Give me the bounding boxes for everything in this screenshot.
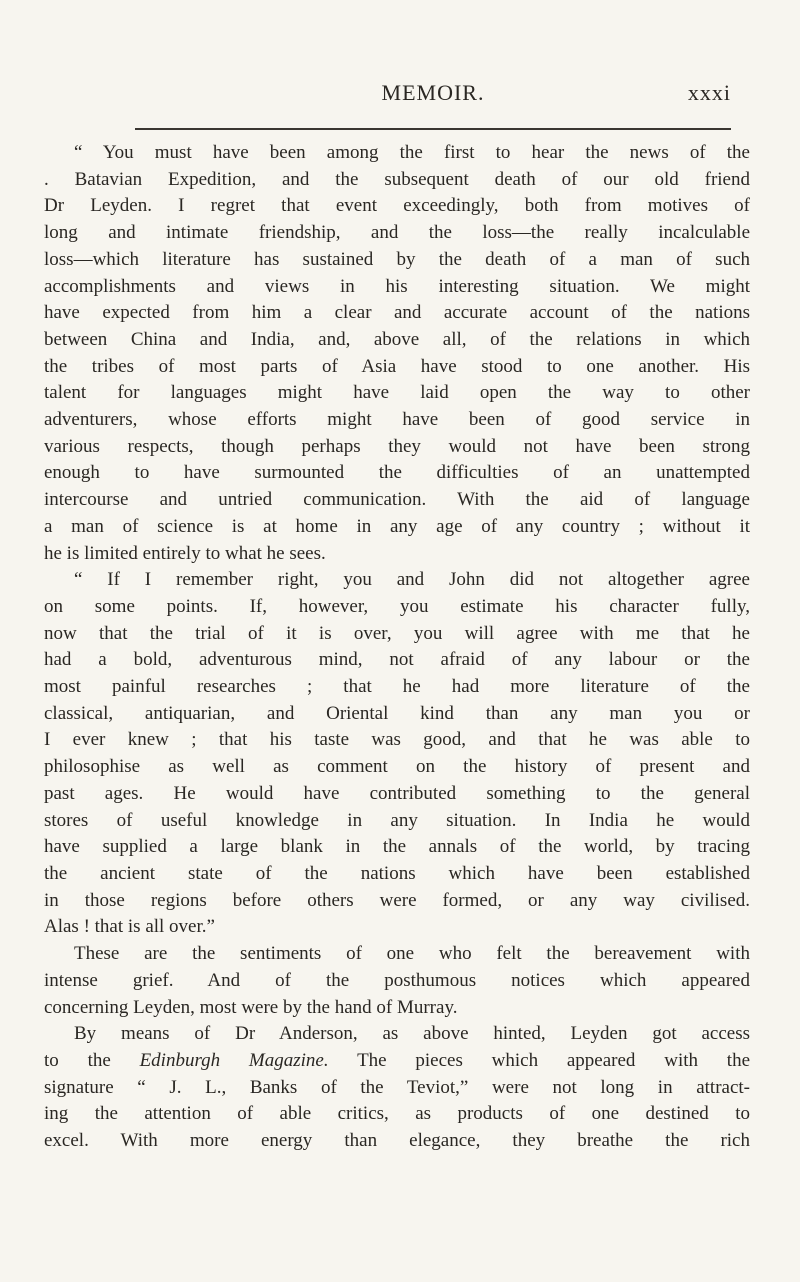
text-line (44, 1048, 750, 1075)
text-line: Alas ! that is all over.” (44, 916, 215, 938)
magazine-title: Edinburgh Magazine. (139, 1049, 329, 1071)
text-line: classical, antiquarian, and Oriental kind than any man you or (44, 702, 750, 724)
body-text (44, 140, 750, 1155)
text-line: on some points. If, however, you estimate his character fully, (44, 595, 750, 617)
header-rule (135, 128, 731, 130)
text-line: adventurers, whose efforts might have been of good service in (44, 409, 750, 431)
text-line: long and intimate friendship, and the loss—the really incalculable (44, 222, 750, 244)
text-line: signature “ J. L., Banks of the Teviot,” were not long in attract- (44, 1076, 750, 1098)
line-fragment: The pieces which appeared with the (357, 1049, 750, 1071)
text-line: “ You must have been among the first to hear the news of the (74, 142, 750, 163)
text-line: have expected from him a clear and accurate account of the nations (44, 302, 750, 324)
text-line: concerning Leyden, most were by the hand of Murray. (44, 996, 458, 1018)
text-line: had a bold, adventurous mind, not afraid of any labour or the (44, 649, 750, 671)
line-fragment: to the (44, 1049, 111, 1071)
text-line: These are the sentiments of one who felt the bereavement with (74, 943, 750, 965)
text-line: a man of science is at home in any age of any country ; without it (44, 515, 750, 537)
text-line: he is limited entirely to what he sees. (44, 542, 326, 564)
text-line: I ever knew ; that his taste was good, and that he was able to (44, 729, 750, 751)
text-line: excel. With more energy than elegance, they breathe the rich (44, 1130, 750, 1152)
text-line: loss—which literature has sustained by the death of a man of such (44, 248, 750, 270)
page-number: xxxi (687, 80, 731, 105)
text-line: ing the attention of able critics, as products of one destined to (44, 1103, 750, 1125)
text-line: the ancient state of the nations which have been established (44, 862, 750, 884)
running-head: MEMOIR. (381, 80, 485, 105)
text-line: intercourse and untried communication. With the aid of language (44, 489, 750, 511)
text-line: intense grief. And of the posthumous notices which appeared (44, 969, 750, 991)
text-line: talent for languages might have laid open the way to other (44, 382, 750, 404)
text-line: most painful researches ; that he had more literature of the (44, 676, 750, 698)
text-line: various respects, though perhaps they would not have been strong (44, 435, 750, 457)
text-line: Dr Leyden. I regret that event exceedingly, both from motives of (44, 195, 750, 217)
text-line: in those regions before others were formed, or any way civilised. (44, 889, 750, 911)
text-line: stores of useful knowledge in any situation. In India he would (44, 809, 750, 831)
text-line: accomplishments and views in his interesting situation. We might (44, 275, 750, 297)
text-line: “ If I remember right, you and John did not altogether agree (74, 569, 750, 591)
text-line: between China and India, and, above all, of the relations in which (44, 328, 750, 350)
text-line: enough to have surmounted the difficulties of an unattempted (44, 462, 750, 484)
text-line: past ages. He would have contributed something to the general (44, 782, 750, 804)
text-line: philosophise as well as comment on the history of present and (44, 756, 750, 778)
text-line: have supplied a large blank in the annals of the world, by tracing (44, 836, 750, 858)
text-line: . Batavian Expedition, and the subsequent death of our old friend (44, 168, 750, 190)
page-header (135, 80, 731, 120)
text-line: By means of Dr Anderson, as above hinted, Leyden got access (74, 1023, 750, 1045)
text-line: now that the trial of it is over, you will agree with me that he (44, 622, 750, 644)
text-line: the tribes of most parts of Asia have stood to one another. His (44, 355, 750, 377)
